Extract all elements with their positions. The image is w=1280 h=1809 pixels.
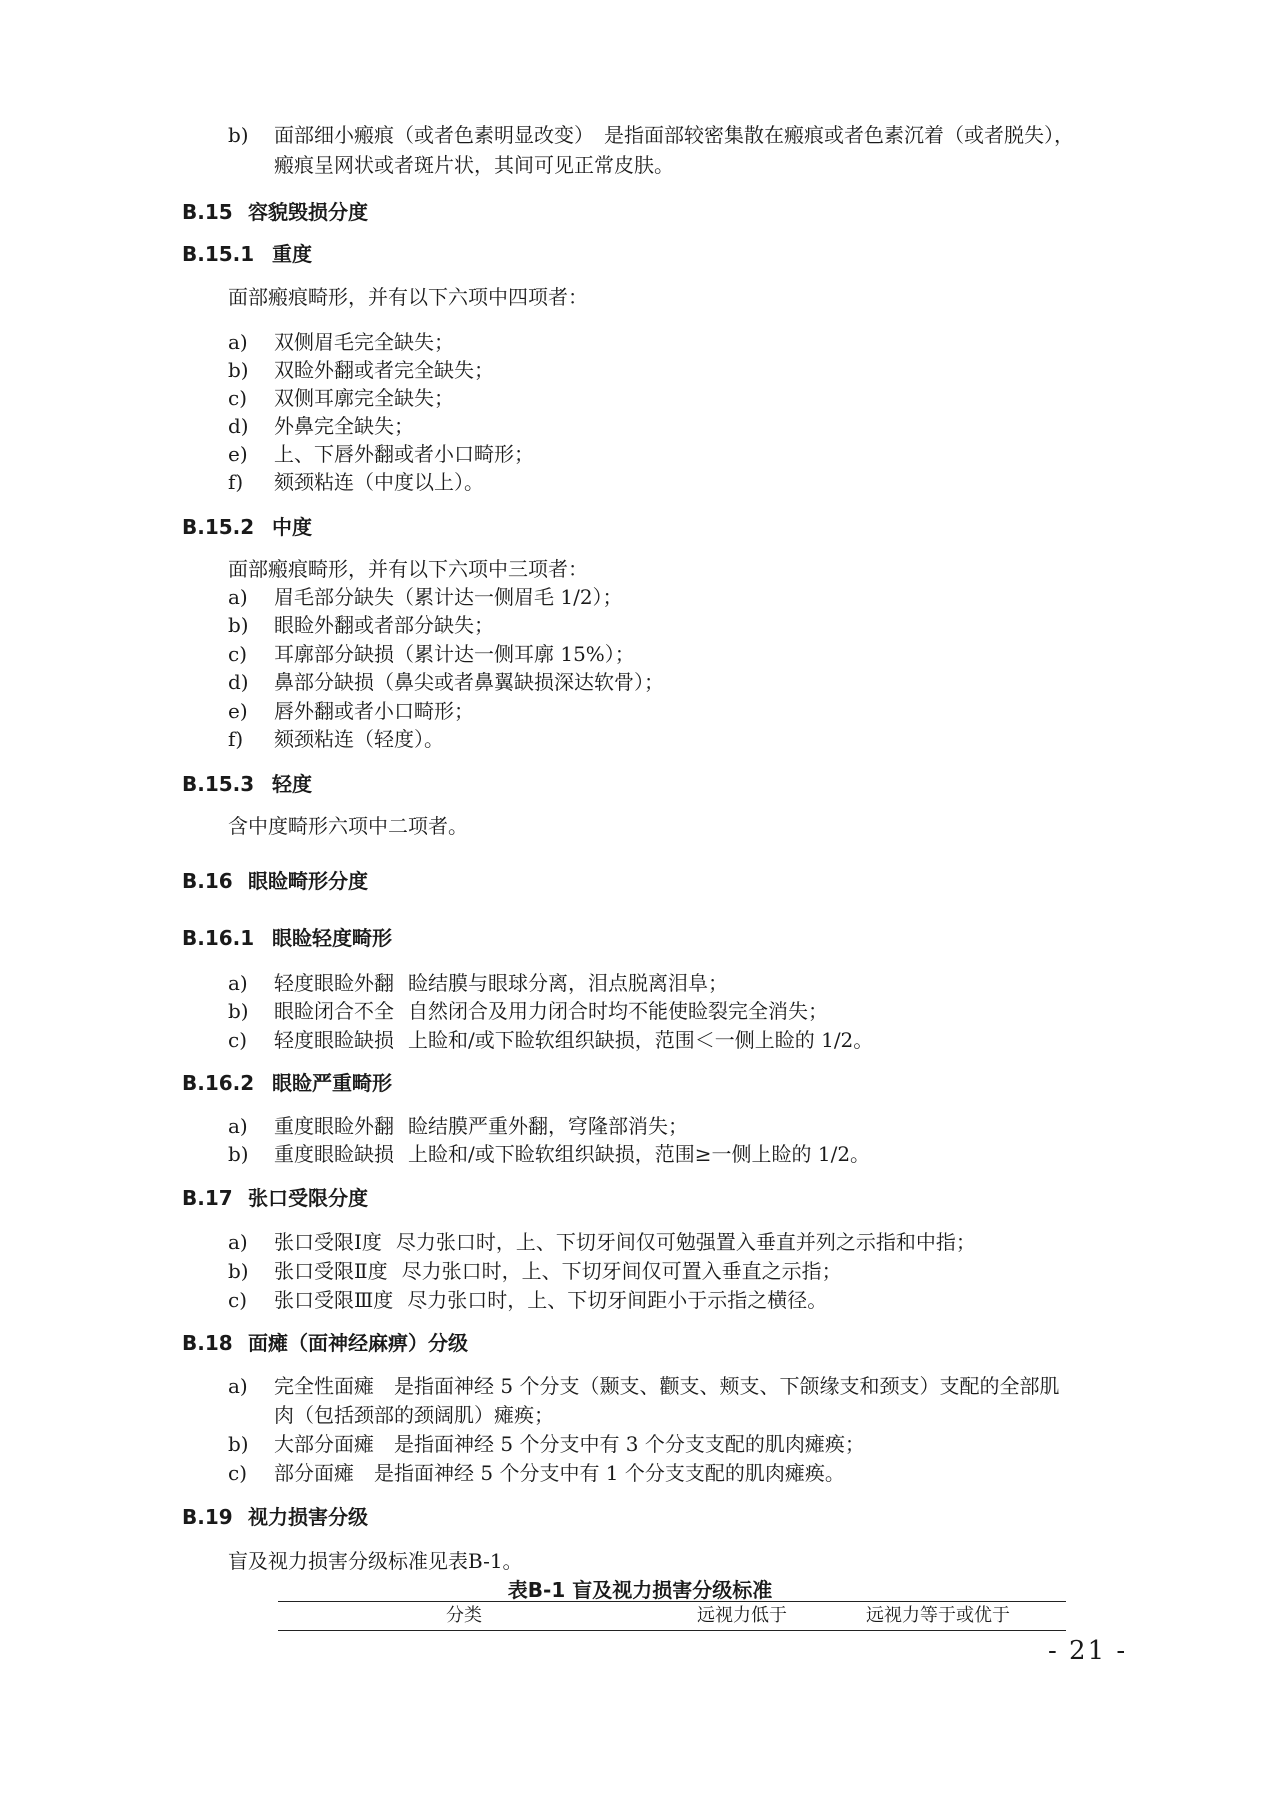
item-term: 重度眼睑缺损 bbox=[274, 1142, 394, 1166]
item-term: 轻度眼睑缺损 bbox=[274, 1028, 394, 1052]
list-item bbox=[228, 468, 484, 496]
item-marker: c) bbox=[228, 642, 248, 666]
item-marker: a) bbox=[228, 1374, 248, 1398]
section-heading-b18 bbox=[182, 1329, 468, 1357]
list-item bbox=[228, 668, 664, 696]
section-lead: 面部瘢痕畸形，并有以下六项中三项者： bbox=[228, 557, 588, 581]
item-marker: d) bbox=[228, 414, 249, 438]
table-top-rule bbox=[278, 1601, 1066, 1602]
item-marker: b) bbox=[228, 1142, 249, 1166]
item-marker: c) bbox=[228, 386, 248, 410]
section-heading-b15-2 bbox=[182, 513, 312, 541]
item-marker: a) bbox=[228, 971, 248, 995]
section-heading-b15-3 bbox=[182, 770, 312, 798]
section-number: B.15.2 bbox=[182, 515, 255, 539]
section-title: 张口受限分度 bbox=[248, 1186, 368, 1210]
section-title: 中度 bbox=[272, 515, 312, 539]
item-text: 双侧眉毛完全缺失； bbox=[274, 330, 454, 354]
item-marker: b) bbox=[228, 613, 249, 637]
item-text: 完全性面瘫 是指面神经 5 个分支（颞支、颧支、颊支、下颌缘支和颈支）支配的全部肌 bbox=[274, 1374, 1060, 1398]
table-header-category: 分类 bbox=[446, 1605, 482, 1626]
table-header-distance-below: 远视力低于 bbox=[697, 1605, 787, 1626]
list-item bbox=[228, 1372, 1059, 1400]
section-title: 面瘫（面神经麻痹）分级 bbox=[248, 1331, 468, 1355]
section-heading-b16 bbox=[182, 867, 368, 895]
item-text: 眉毛部分缺失（累计达一侧眉毛 1/2）； bbox=[274, 585, 623, 609]
list-item-continuation: 肉（包括颈部的颈阔肌）瘫痪； bbox=[274, 1403, 554, 1427]
section-number: B.15 bbox=[182, 200, 233, 224]
item-text: 面部细小瘢痕（或者色素明显改变） 是指面部较密集散在瘢痕或者色素沉着（或者脱失）， bbox=[274, 123, 1074, 147]
item-text: 眼睑外翻或者部分缺失； bbox=[274, 613, 494, 637]
section-title: 容貌毁损分度 bbox=[248, 200, 368, 224]
item-text: 尽力张口时，上、下切牙间仅可勉强置入垂直并列之示指和中指； bbox=[395, 1230, 976, 1254]
page-number: - 21 - bbox=[1048, 1636, 1128, 1666]
section-number: B.15.1 bbox=[182, 242, 255, 266]
item-text: 大部分面瘫 是指面神经 5 个分支中有 3 个分支支配的肌肉瘫痪； bbox=[274, 1432, 865, 1456]
item-marker: c) bbox=[228, 1461, 248, 1485]
item-marker: b) bbox=[228, 999, 249, 1023]
item-marker: c) bbox=[228, 1028, 248, 1052]
item-text: 唇外翻或者小口畸形； bbox=[274, 699, 474, 723]
item-text: 鼻部分缺损（鼻尖或者鼻翼缺损深达软骨）； bbox=[274, 670, 664, 694]
section-number: B.17 bbox=[182, 1186, 233, 1210]
item-text: 自然闭合及用力闭合时均不能使睑裂完全消失； bbox=[408, 999, 828, 1023]
section-heading-b16-1 bbox=[182, 924, 392, 952]
item-marker: a) bbox=[228, 1230, 248, 1254]
section-lead: 盲及视力损害分级标准见表B-1。 bbox=[228, 1549, 523, 1573]
item-marker: a) bbox=[228, 1114, 248, 1138]
list-item bbox=[228, 1228, 976, 1256]
list-item bbox=[228, 384, 454, 412]
section-lead: 面部瘢痕畸形，并有以下六项中四项者： bbox=[228, 285, 588, 309]
item-text: 睑结膜严重外翻，穹隆部消失； bbox=[408, 1114, 688, 1138]
section-heading-b19 bbox=[182, 1503, 368, 1531]
item-text: 上睑和/或下睑软组织缺损，范围≥一侧上睑的 1/2。 bbox=[408, 1142, 871, 1166]
intro-item-b-continuation: 瘢痕呈网状或者斑片状，其间可见正常皮肤。 bbox=[274, 153, 674, 177]
item-marker: f) bbox=[228, 727, 244, 751]
list-item bbox=[228, 1026, 873, 1054]
table-header-rule bbox=[278, 1630, 1066, 1631]
list-item bbox=[228, 1459, 845, 1487]
list-item bbox=[228, 412, 414, 440]
item-term: 张口受限Ⅰ度 bbox=[274, 1230, 382, 1254]
section-lead: 含中度畸形六项中二项者。 bbox=[228, 814, 468, 838]
section-heading-b15 bbox=[182, 198, 368, 226]
section-title: 轻度 bbox=[272, 772, 312, 796]
item-marker: b) bbox=[228, 1259, 249, 1283]
item-text: 外鼻完全缺失； bbox=[274, 414, 414, 438]
section-title: 眼睑轻度畸形 bbox=[272, 926, 392, 950]
item-marker: d) bbox=[228, 670, 249, 694]
item-marker: b) bbox=[228, 1432, 249, 1456]
item-text: 耳廓部分缺损（累计达一侧耳廓 15%）； bbox=[274, 642, 635, 666]
item-text: 睑结膜与眼球分离，泪点脱离泪阜； bbox=[408, 971, 728, 995]
section-number: B.16.1 bbox=[182, 926, 255, 950]
list-item bbox=[228, 1257, 842, 1285]
item-text: 上睑和/或下睑软组织缺损，范围＜一侧上睑的 1/2。 bbox=[408, 1028, 874, 1052]
list-item bbox=[228, 640, 635, 668]
section-number: B.16 bbox=[182, 869, 233, 893]
section-heading-b16-2 bbox=[182, 1069, 392, 1097]
section-heading-b17 bbox=[182, 1184, 368, 1212]
item-text: 尽力张口时，上、下切牙间仅可置入垂直之示指； bbox=[401, 1259, 842, 1283]
item-text: 双睑外翻或者完全缺失； bbox=[274, 358, 494, 382]
section-title: 视力损害分级 bbox=[248, 1505, 368, 1529]
list-item bbox=[228, 1112, 688, 1140]
table-caption: 表B-1 盲及视力损害分级标准 bbox=[507, 1578, 773, 1602]
item-marker: e) bbox=[228, 442, 248, 466]
section-title: 重度 bbox=[272, 242, 312, 266]
section-number: B.19 bbox=[182, 1505, 233, 1529]
item-term: 眼睑闭合不全 bbox=[274, 999, 394, 1023]
section-number: B.15.3 bbox=[182, 772, 255, 796]
intro-item-b bbox=[228, 121, 1074, 149]
item-text: 上、下唇外翻或者小口畸形； bbox=[274, 442, 534, 466]
list-item bbox=[228, 356, 494, 384]
section-title: 眼睑畸形分度 bbox=[248, 869, 368, 893]
item-marker: b) bbox=[228, 123, 249, 147]
item-marker: e) bbox=[228, 699, 248, 723]
section-title: 眼睑严重畸形 bbox=[272, 1071, 392, 1095]
list-item bbox=[228, 1140, 870, 1168]
section-number: B.16.2 bbox=[182, 1071, 255, 1095]
item-term: 张口受限Ⅱ度 bbox=[274, 1259, 388, 1283]
item-term: 重度眼睑外翻 bbox=[274, 1114, 394, 1138]
item-text: 颏颈粘连（中度以上）。 bbox=[274, 470, 484, 494]
list-item bbox=[228, 611, 494, 639]
item-text: 颏颈粘连（轻度）。 bbox=[274, 727, 444, 751]
item-text: 部分面瘫 是指面神经 5 个分支中有 1 个分支支配的肌肉瘫痪。 bbox=[274, 1461, 845, 1485]
section-heading-b15-1 bbox=[182, 240, 312, 268]
list-item bbox=[228, 997, 828, 1025]
list-item bbox=[228, 969, 728, 997]
section-number: B.18 bbox=[182, 1331, 233, 1355]
list-item bbox=[228, 328, 454, 356]
item-marker: c) bbox=[228, 1288, 248, 1312]
item-marker: a) bbox=[228, 585, 248, 609]
item-marker: a) bbox=[228, 330, 248, 354]
list-item bbox=[228, 1430, 865, 1458]
item-text: 双侧耳廓完全缺失； bbox=[274, 386, 454, 410]
list-item bbox=[228, 697, 474, 725]
item-term: 张口受限Ⅲ度 bbox=[274, 1288, 394, 1312]
table-header-distance-at-or-better: 远视力等于或优于 bbox=[866, 1605, 1010, 1626]
list-item bbox=[228, 725, 444, 753]
list-item bbox=[228, 1286, 827, 1314]
item-term: 轻度眼睑外翻 bbox=[274, 971, 394, 995]
list-item bbox=[228, 440, 534, 468]
item-text: 尽力张口时，上、下切牙间距小于示指之横径。 bbox=[407, 1288, 828, 1312]
item-marker: f) bbox=[228, 470, 244, 494]
list-item bbox=[228, 583, 623, 611]
item-marker: b) bbox=[228, 358, 249, 382]
